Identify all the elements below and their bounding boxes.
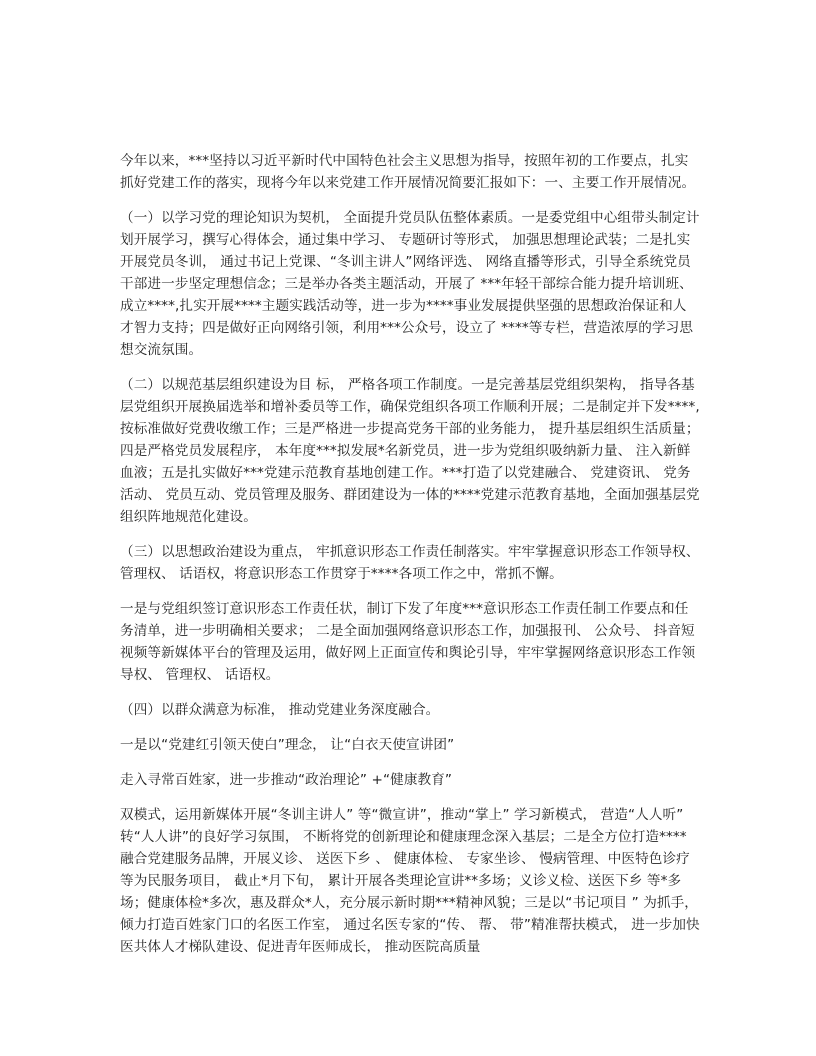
paragraph-section-4: （四）以群众满意为标准， 推动党建业务深度融合。 (120, 702, 440, 718)
paragraph-section-2: （二）以规范基层组织建设为目 标， 严格各项工作制度。一是完善基层党组织架构， 指导各基层党组织开展换届选举和增补委员等工作，确保党组织各项工作顺利开展；二是制定并下发****,按标准做好党费收缴工作；三是严格进一步提高党务干部的业务能力， 提升基层组织生活质量；四是严格党员发展程序， 本年度***拟发展*名新党员，进一步为党组织吸纳新力量、 注入新鲜血液；五是扎实做好***党建示范教育基地创建工作。***打造了以党建融合、 党建资讯、 党务活动、 党员互动、党员管理及服务、群团建设为一体的****党建示范教育基地，全面加强基层党组织阵地规范化建设。 (120, 377, 700, 525)
paragraph-section-4-detail: 双模式，运用新媒体开展“冬训主讲人” 等“微宣讲”，推动“掌上” 学习新模式， 营造“人人听” 转“人人讲”的良好学习氛围， 不断将党的创新理论和健康理念深入基层；二是全方位打造****融合党建服务品牌，开展义诊、 送医下乡 、 健康体检、 专家坐诊、 慢病管理、中医特色诊疗等为民服务项目， 截止*月下旬， 累计开展各类理论宣讲**多场；义诊义检、送医下乡 等*多场；健康体检*多次，惠及群众*人，充分展示新时期***精神风貌；三是以“书记项目 ” 为抓手， 倾力打造百姓家门口的名医工作室， 通过名医专家的“传、 帮、 带”精准帮扶模式， 进一步加快医共体人才梯队建设、促进青年医师成长， 推动医院高质量 (120, 807, 700, 955)
paragraph-section-3-detail: 一是与党组织签订意识形态工作责任状，制订下发了年度***意识形态工作责任制工作要点和任务清单，进一步明确相关要求； 二是全面加强网络意识形态工作，加强报刊、 公众号、 抖音短视频等新媒体平台的管理及运用，做好网上正面宣传和舆论引导，牢牢掌握网络意识形态工作领导权、 管理权、 话语权。 (120, 601, 696, 683)
paragraph-section-3: （三）以思想政治建设为重点， 牢抓意识形态工作责任制落实。牢牢掌握意识形态工作领导权、 管理权、 话语权，将意识形态工作贯穿于****各项工作之中，常抓不懈。 (120, 544, 700, 582)
paragraph-intro: 今年以来，***坚持以习近平新时代中国特色社会主义思想为指导，按照年初的工作要点，扎实抓好党建工作的落实，现将今年以来党建工作开展情况简要汇报如下：一、主要工作开展情况。 (120, 153, 696, 191)
paragraph-section-1: （一）以学习党的理论知识为契机， 全面提升党员队伍整体素质。一是委党组中心组带头制定计划开展学习，撰写心得体会，通过集中学习、 专题研讨等形式， 加强思想理论武装；二是扎实开展党员冬训， 通过书记上党课、“冬训主讲人”网络评选、 网络直播等形式，引导全系统党员干部进一步坚定理想信念；三是举办各类主题活动，开展了 ***年轻干部综合能力提升培训班、成立****,扎实开展****主题实践活动等，进一步为****事业发展提供坚强的思想政治保证和人才智力支持；四是做好正向网络引领，利用***公众号，设立了 ****等专栏，营造浓厚的学习思想交流氛围。 (120, 210, 700, 358)
paragraph-section-4-line-2: 走入寻常百姓家，进一步推动“政治理论” +“健康教育” (120, 772, 453, 788)
document-page (120, 150, 700, 971)
paragraph-section-4-line-1: 一是以“党建红引领天使白”理念， 让“白衣天使宣讲团” (120, 737, 455, 753)
